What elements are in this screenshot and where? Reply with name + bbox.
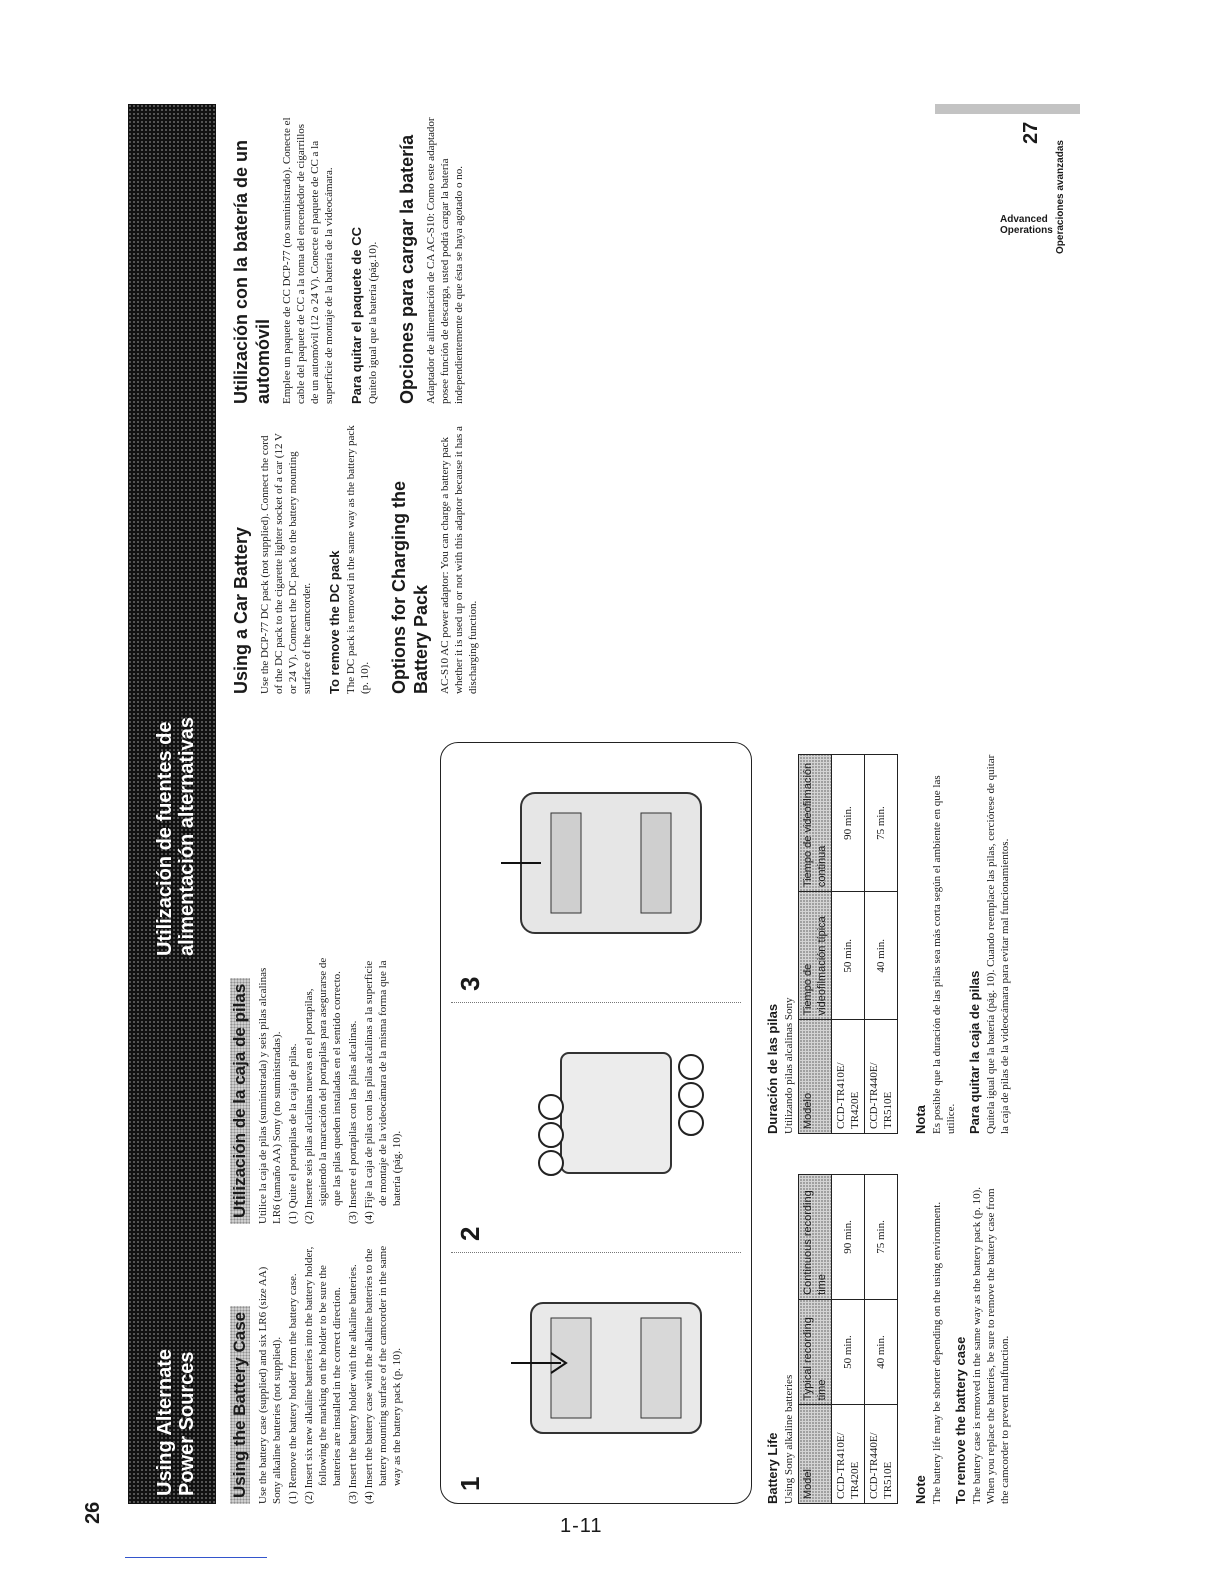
table-header: Typical recording time — [799, 1299, 832, 1404]
step-2-en: (2) Insert six new alkaline batteries into the battery holder, following the marking on the holder to be sure the batteries are installed in the correct direction. — [303, 1246, 343, 1504]
battery-case-title-en: Using the Battery Case — [230, 1306, 250, 1504]
battery-case-intro-es: Utilice la caja de pilas (suministrada) y seis pilas alcalinas LR6 (tamaño AA) Sony (no suministradas). — [257, 967, 283, 1224]
battery-life-subtitle-es: Utilizando pilas alcalinas Sony — [783, 997, 795, 1134]
battery-life-title-es: Duración de las pilas — [765, 1003, 780, 1134]
battery-case-es — [230, 954, 406, 1224]
dc-pack-remove-title-en: To remove the DC pack — [327, 550, 342, 694]
table-header: Model — [799, 1405, 832, 1504]
battery-case-illustration — [440, 742, 752, 1504]
table-header: Tiempo de videofilmación continua — [799, 755, 832, 892]
rotated-page-spread — [80, 104, 1080, 1544]
figure-label-3: 3 — [455, 976, 485, 991]
page-reference: 1-11 — [560, 1515, 603, 1537]
dc-pack-remove-title-es: Para quitar el paquete de CC — [349, 227, 364, 404]
battery-case-mount-icon — [491, 763, 731, 963]
car-battery-text-en: Use the DCP-77 DC pack (not supplied). Connect the cord of the DC pack to the cigarette lighter socket of a car (12 V or 24 V). Connect the DC pack to the battery mounting surface of the camcorder. — [259, 433, 313, 694]
alkaline-batteries-icon — [491, 1013, 731, 1213]
car-battery-en — [230, 424, 482, 694]
note-text-es: Es posible que la duración de las pilas sea más corta según el ambiente en que las utilice. — [931, 775, 957, 1134]
figure-label-1: 1 — [455, 1476, 485, 1491]
charging-text-es: Adaptador de alimentación de CA AC-S10: Como este adaptador posee función de descarga, usted podrá cargar la batería independientemente de que ésta se haya agotado o no. — [425, 117, 465, 404]
page-number-right: 27 — [1020, 121, 1042, 144]
table-cell: 90 min. — [832, 755, 865, 892]
page-number-left: 26 — [82, 1501, 104, 1524]
car-battery-title-en: Using a Car Battery — [231, 526, 251, 694]
figure-divider-2 — [451, 1002, 741, 1003]
table-cell: CCD-TR410E/ TR420E — [832, 1405, 865, 1504]
step-2-es: (2) Inserte seis pilas alcalinas nuevas en el portapilas, siguiendo la marcación del portapilas para asegurarse de que las pilas queden instaladas en el sentido correcto. — [303, 957, 343, 1224]
battery-life-title-en: Battery Life — [765, 1432, 780, 1504]
step-4-en: (4) Insert the battery case with the alkaline batteries to the battery mounting surface of the camcorder in the same way as the battery pack (p. 10). — [363, 1245, 403, 1504]
figure-divider-1 — [451, 1252, 741, 1253]
note-text-en: The battery life may be shorter depending on the using environment. — [931, 1201, 943, 1504]
section-tab-bar — [935, 104, 1080, 114]
section-tab-es: Operaciones avanzadas — [1055, 140, 1066, 254]
charging-title-es: Opciones para cargar la batería — [397, 134, 417, 404]
table-row — [865, 1175, 898, 1504]
table-header: Modelo — [799, 1020, 832, 1134]
remove-case-title-es: Para quitar la caja de pilas — [967, 970, 982, 1134]
table-cell: 75 min. — [865, 755, 898, 892]
header-es — [128, 104, 216, 964]
battery-life-es — [766, 754, 1014, 1134]
remove-case-title-en: To remove the battery case — [953, 1336, 968, 1504]
car-battery-es — [230, 114, 468, 404]
table-row — [832, 755, 865, 1134]
step-3-es: (3) Inserte el portapilas con las pilas alcalinas. — [347, 1020, 359, 1224]
figure-label-2: 2 — [455, 1226, 485, 1241]
table-cell: 40 min. — [865, 1299, 898, 1404]
table-cell: 75 min. — [865, 1175, 898, 1300]
note-title-es: Nota — [913, 1105, 928, 1134]
step-1-en: (1) Remove the battery holder from the battery case. — [287, 1273, 299, 1504]
battery-life-table-es — [798, 754, 898, 1134]
step-1-es: (1) Quite el portapilas de la caja de pilas. — [287, 1043, 299, 1224]
battery-case-title-es: Utilización de la caja de pilas — [230, 978, 250, 1224]
table-header: Tiempo de videofilmación típica — [799, 892, 832, 1020]
table-header: Continuous recording time — [799, 1175, 832, 1300]
section-tab-en: Advanced Operations — [1000, 214, 1053, 236]
header-es-text: Utilización de fuentes de alimentación alternativas — [154, 717, 198, 956]
table-cell: 40 min. — [865, 892, 898, 1020]
remove-case-text-en: The battery case is removed in the same way as the battery pack (p. 10). When you replace the batteries, be sure to remove the battery case from the camcorder to prevent malfunction. — [971, 1186, 1011, 1504]
battery-case-intro-en: Use the battery case (supplied) and six LR6 (size AA) Sony alkaline batteries (not supplied). — [257, 1266, 283, 1504]
table-cell: 90 min. — [832, 1175, 865, 1300]
dc-pack-remove-text-en: The DC pack is removed in the same way as the battery pack (p. 10). — [345, 425, 371, 694]
dc-pack-remove-text-es: Quítelo igual que la batería (pág.10). — [367, 241, 379, 404]
charging-text-en: AC-S10 AC power adaptor: You can charge a battery pack whether it is used up or not with this adaptor because it has a discharging function. — [439, 426, 479, 694]
car-battery-title-es: Utilización con la batería de un automóvil — [231, 139, 273, 404]
car-battery-text-es: Emplee un paquete de CC DCP-77 (no suministrado). Conecte el cable del paquete de CC a la toma del encendedor de cigarrillos de un automóvil (12 o 24 V). Conecte el paquete de CC a la superficie de montaje de la batería de la videocámara. — [281, 117, 335, 404]
table-cell: 50 min. — [832, 1299, 865, 1404]
table-row — [832, 1175, 865, 1504]
battery-holder-icon — [491, 1263, 731, 1463]
step-4-es: (4) Fije la caja de pilas con las pilas alcalinas a la superficie de montaje de la videocámara de la misma forma que la batería (pág. 10). — [363, 960, 403, 1224]
battery-life-subtitle-en: Using Sony alkaline batteries — [783, 1374, 795, 1504]
charging-title-en: Options for Charging the Battery Pack — [389, 481, 431, 694]
table-cell: CCD-TR410E/ TR420E — [832, 1020, 865, 1134]
header-en-text: Using Alternate Power Sources — [154, 1348, 198, 1496]
table-row — [865, 755, 898, 1134]
table-cell: CCD-TR440E/ TR510E — [865, 1405, 898, 1504]
remove-case-text-es: Quítela igual que la batería (pág. 10). Cuando reemplace las pilas, cerciórese de quitar la caja de pilas de la videocámara para evitar mal funcionamientos. — [985, 754, 1011, 1134]
battery-life-en — [766, 1174, 1014, 1504]
table-cell: CCD-TR440E/ TR510E — [865, 1020, 898, 1134]
battery-life-table-en — [798, 1174, 898, 1504]
battery-case-en — [230, 1244, 406, 1504]
note-title-en: Note — [913, 1475, 928, 1504]
header-en — [128, 964, 216, 1504]
step-3-en: (3) Insert the battery holder with the alkaline batteries. — [347, 1264, 359, 1504]
table-cell: 50 min. — [832, 892, 865, 1020]
bottom-rule — [125, 1557, 267, 1558]
